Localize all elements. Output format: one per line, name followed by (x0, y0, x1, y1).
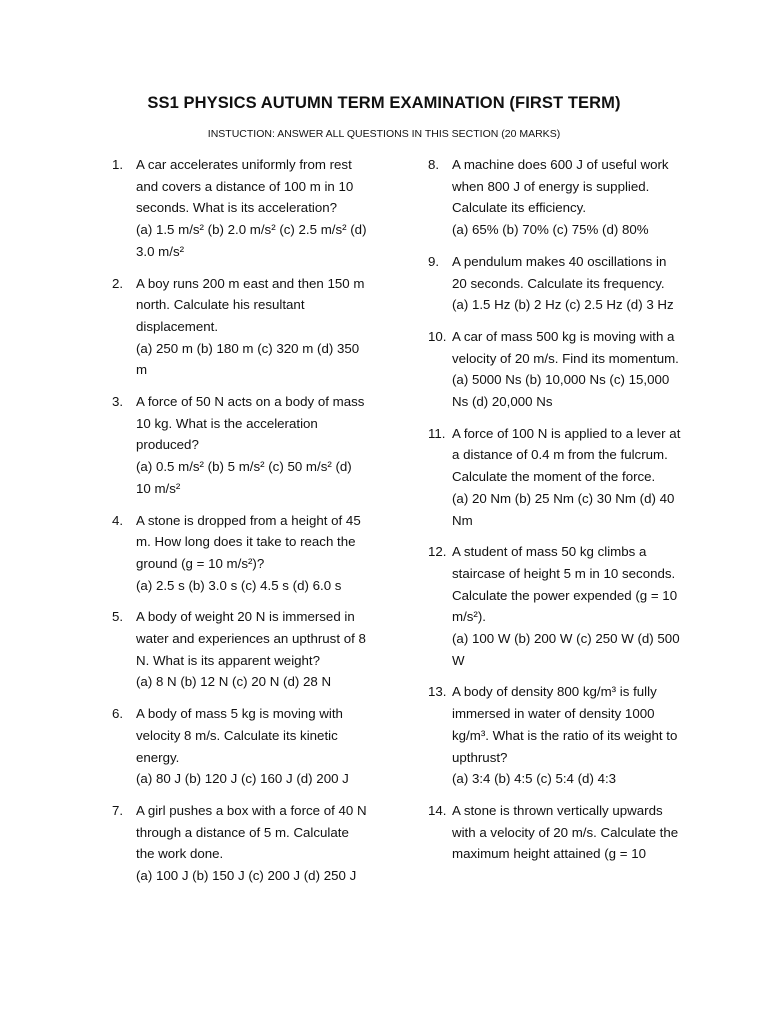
question-text: A body of density 800 kg/m³ is fully immersed in water of density 1000 kg/m³. What is the ratio of its weight to upthrust? (452, 684, 678, 765)
question-item (112, 391, 370, 500)
question-options: (a) 100 W (b) 200 W (c) 250 W (d) 500 W (452, 631, 680, 668)
question-text: A force of 100 N is applied to a lever at a distance of 0.4 m from the fulcrum. Calculate the moment of the force. (452, 425, 681, 485)
question-number: 6. (112, 706, 124, 722)
question-text: A stone is thrown vertically upwards with a velocity of 20 m/s. Calculate the maximum height attained (g = 10 (452, 802, 679, 862)
question-item (112, 510, 370, 597)
question-number: 9. (428, 253, 440, 269)
question-number: 8. (428, 157, 440, 172)
page-title: SS1 PHYSICS AUTUMN TERM EXAMINATION (FIRST TERM) (147, 94, 621, 112)
question-number: 13. (428, 684, 447, 700)
question-options: (a) 1.5 Hz (b) 2 Hz (c) 2.5 Hz (d) 3 Hz (452, 297, 674, 313)
question-number: 4. (112, 512, 124, 528)
question-options: (a) 3:4 (b) 4:5 (c) 5:4 (d) 4:3 (452, 771, 617, 787)
question-number: 7. (112, 802, 124, 818)
question-options: (a) 65% (b) 70% (c) 75% (d) 80% (452, 222, 649, 238)
question-item (428, 800, 684, 865)
question-number: 11. (428, 425, 446, 441)
question-text: A girl pushes a box with a force of 40 N through a distance of 5 m. Calculate the work done. (136, 802, 367, 862)
question-options: (a) 20 Nm (b) 25 Nm (c) 30 Nm (d) 40 Nm (452, 490, 675, 528)
question-options: (a) 0.5 m/s² (b) 5 m/s² (c) 50 m/s² (d) 10 m/s² (136, 459, 352, 496)
question-number: 5. (112, 609, 124, 625)
question-options: (a) 80 J (b) 120 J (c) 160 J (d) 200 J (136, 771, 349, 787)
question-item (428, 681, 684, 790)
question-item (112, 800, 370, 887)
question-text: A pendulum makes 40 oscillations in 20 seconds. Calculate its frequency. (452, 253, 667, 291)
question-text: A body of mass 5 kg is moving with velocity 8 m/s. Calculate its kinetic energy. (136, 706, 343, 765)
right-question-column (428, 154, 684, 875)
question-number: 10. (428, 328, 447, 344)
question-number: 3. (112, 394, 124, 410)
question-text: A body of weight 20 N is immersed in water and experiences an upthrust of 8 N. What is its apparent weight? (136, 609, 366, 668)
question-options: (a) 5000 Ns (b) 10,000 Ns (c) 15,000 Ns (d) 20,000 Ns (452, 372, 670, 410)
question-text: A student of mass 50 kg climbs a staircase of height 5 m in 10 seconds. Calculate the power expended (g = 10 m/s²). (452, 544, 678, 625)
question-item (112, 273, 370, 382)
question-item (112, 154, 370, 263)
question-item (428, 326, 684, 413)
question-number: 14. (428, 802, 447, 818)
question-text: A boy runs 200 m east and then 150 m north. Calculate his resultant displacement. (136, 275, 365, 334)
question-options: (a) 1.5 m/s² (b) 2.0 m/s² (c) 2.5 m/s² (d) 3.0 m/s² (136, 222, 367, 259)
question-item (112, 606, 370, 693)
question-number: 1. (112, 157, 124, 172)
question-number: 12. (428, 544, 447, 560)
question-text: A car accelerates uniformly from rest and covers a distance of 100 m in 10 seconds. What is its acceleration? (136, 157, 354, 216)
instruction-text: INSTUCTION: ANSWER ALL QUESTIONS IN THIS SECTION (20 MARKS) (207, 128, 561, 140)
question-item (428, 251, 684, 316)
question-number: 2. (112, 275, 124, 291)
question-options: (a) 8 N (b) 12 N (c) 20 N (d) 28 N (136, 674, 332, 690)
question-item (112, 703, 370, 790)
question-text: A car of mass 500 kg is moving with a velocity of 20 m/s. Find its momentum. (452, 328, 679, 366)
question-options: (a) 250 m (b) 180 m (c) 320 m (d) 350 m (136, 340, 360, 378)
question-text: A machine does 600 J of useful work when 800 J of energy is supplied. Calculate its efficiency. (452, 157, 669, 216)
question-options: (a) 100 J (b) 150 J (c) 200 J (d) 250 J (136, 868, 357, 884)
left-question-column (112, 154, 370, 897)
question-options: (a) 2.5 s (b) 3.0 s (c) 4.5 s (d) 6.0 s (136, 577, 342, 593)
question-item (428, 423, 684, 532)
question-text: A force of 50 N acts on a body of mass 10 kg. What is the acceleration produced? (136, 394, 365, 453)
question-text: A stone is dropped from a height of 45 m. How long does it take to reach the ground (g = 10 m/s²)? (136, 512, 361, 571)
question-item (428, 541, 684, 671)
question-item (428, 154, 684, 241)
